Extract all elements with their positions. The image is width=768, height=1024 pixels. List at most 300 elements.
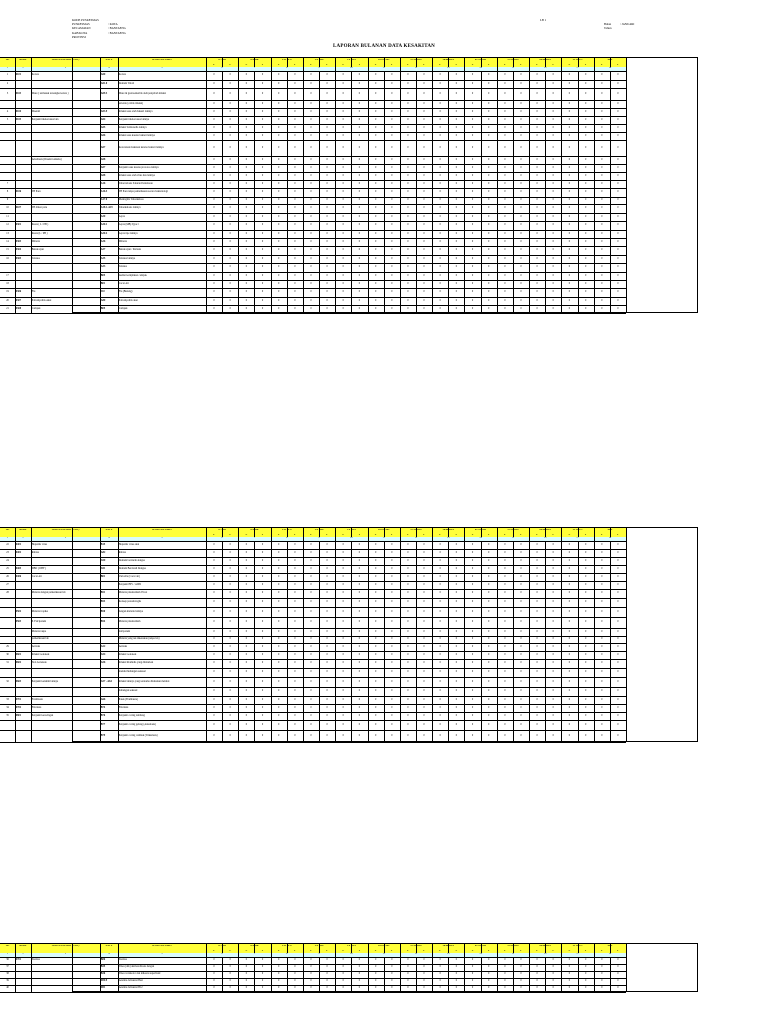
count-cell: 0: [568, 609, 571, 613]
count-cell: 0: [391, 165, 393, 169]
count-cell: 0: [536, 697, 538, 701]
count-cell: 0: [617, 679, 619, 683]
count-cell: 0: [294, 979, 296, 983]
count-cell: 0: [391, 298, 393, 302]
count-cell: 0: [326, 256, 328, 260]
count-cell: 0: [229, 591, 231, 595]
row-icd-code: A08: [100, 157, 106, 161]
count-cell: 0: [536, 256, 538, 260]
count-cell: 0: [213, 157, 215, 161]
count-cell: 0: [342, 582, 344, 586]
count-cell: 0: [536, 198, 538, 202]
count-cell: 0: [374, 582, 377, 586]
row-disease-lb1: Penyakit infeksi usus lain: [31, 117, 59, 121]
count-cell: 0: [278, 722, 280, 726]
count-cell: 0: [552, 133, 554, 137]
count-cell: 0: [294, 223, 296, 227]
count-cell: 0: [504, 542, 506, 546]
row-disease-name: Meningitis Tuberkulosa: [118, 198, 144, 201]
count-cell: 0: [471, 550, 474, 554]
count-cell: 0: [326, 542, 328, 546]
count-cell: 0: [213, 574, 215, 578]
count-cell: 0: [326, 133, 328, 137]
count-cell: 0: [471, 582, 474, 586]
count-cell: 0: [601, 231, 603, 235]
count-cell: 0: [374, 566, 377, 570]
count-cell: 0: [536, 133, 538, 137]
count-cell: 0: [229, 986, 231, 990]
column-divider: [15, 598, 16, 607]
count-cell: 0: [326, 574, 328, 578]
count-cell: 0: [536, 566, 538, 570]
count-cell: 0: [536, 206, 538, 210]
row-icd-code: B36: [100, 972, 106, 975]
count-cell: 0: [229, 256, 231, 260]
count-cell: 0: [536, 689, 538, 693]
count-cell: 0: [310, 609, 312, 613]
count-cell: 0: [294, 965, 296, 969]
count-cell: 0: [455, 697, 458, 701]
count-cell: 0: [294, 550, 296, 554]
count-cell: 0: [294, 582, 296, 586]
count-cell: 0: [536, 145, 538, 149]
count-cell: 0: [278, 81, 280, 85]
count-cell: 0: [358, 979, 361, 983]
female-header: P: [520, 533, 522, 536]
count-cell: 0: [568, 979, 571, 983]
count-cell: 0: [294, 125, 296, 129]
count-cell: 0: [488, 733, 490, 737]
count-cell: 0: [423, 109, 425, 113]
count-cell: 0: [536, 101, 538, 105]
count-cell: 0: [245, 600, 248, 604]
count-cell: 0: [407, 958, 409, 962]
count-cell: 0: [358, 574, 361, 578]
count-cell: 0: [391, 265, 393, 269]
count-cell: 0: [423, 173, 425, 177]
count-cell: 0: [229, 542, 231, 546]
column-divider: [15, 607, 16, 617]
count-cell: 0: [261, 629, 264, 633]
count-cell: 0: [423, 705, 425, 709]
column-divider: [31, 598, 32, 607]
count-cell: 0: [520, 542, 522, 546]
female-header: P: [487, 533, 490, 536]
count-cell: 0: [407, 231, 409, 235]
count-cell: 0: [326, 558, 328, 562]
count-cell: 0: [488, 125, 490, 129]
count-cell: 0: [455, 101, 458, 105]
count-cell: 0: [294, 198, 296, 202]
count-cell: 0: [358, 273, 361, 277]
count-cell: 0: [536, 661, 538, 665]
count-cell: 0: [310, 190, 312, 194]
count-cell: 0: [423, 306, 425, 310]
age-group-header: 20-44 THN: [442, 944, 454, 947]
count-cell: 0: [601, 558, 603, 562]
count-cell: 0: [310, 173, 312, 177]
count-cell: 0: [423, 652, 425, 656]
count-cell: 0: [568, 281, 571, 285]
count-cell: 0: [601, 256, 603, 260]
column-header: JENIS PENYAKIT ( LB1 ): [51, 58, 80, 61]
count-cell: 0: [520, 248, 522, 252]
count-cell: 0: [520, 689, 522, 693]
count-cell: 0: [374, 273, 377, 277]
column-divider: [15, 297, 16, 305]
count-cell: 0: [261, 697, 264, 701]
count-cell: 0: [455, 265, 458, 269]
count-cell: 0: [261, 566, 264, 570]
count-cell: 0: [342, 73, 344, 77]
count-cell: 0: [584, 173, 587, 177]
count-cell: 0: [342, 679, 344, 683]
count-cell: 0: [439, 231, 441, 235]
count-cell: 0: [455, 190, 458, 194]
count-cell: 0: [310, 101, 312, 105]
count-cell: 0: [423, 582, 425, 586]
count-cell: 0: [261, 705, 264, 709]
count-cell: 0: [326, 600, 328, 604]
count-cell: 0: [391, 582, 393, 586]
column-divider: [31, 677, 32, 687]
count-cell: 0: [213, 109, 215, 113]
column-divider: [31, 305, 32, 313]
count-cell: 0: [407, 157, 409, 161]
count-cell: 0: [358, 722, 361, 726]
count-cell: 0: [245, 972, 248, 976]
count-cell: 0: [617, 558, 619, 562]
count-cell: 0: [520, 181, 522, 185]
count-cell: 0: [358, 265, 361, 269]
count-cell: 0: [552, 145, 554, 149]
count-cell: 0: [504, 133, 506, 137]
count-cell: 0: [310, 722, 312, 726]
count-cell: 0: [326, 281, 328, 285]
count-cell: 0: [326, 697, 328, 701]
male-header: L: [213, 949, 215, 952]
count-cell: 0: [552, 713, 554, 717]
count-cell: 0: [278, 600, 280, 604]
count-cell: 0: [488, 958, 490, 962]
count-cell: 0: [245, 620, 248, 624]
count-cell: 0: [568, 125, 571, 129]
count-cell: 0: [471, 566, 474, 570]
count-cell: 0: [471, 117, 474, 121]
count-cell: 0: [552, 582, 554, 586]
count-cell: 0: [310, 145, 312, 149]
count-cell: 0: [358, 157, 361, 161]
count-cell: 0: [261, 145, 264, 149]
count-cell: 0: [407, 574, 409, 578]
count-cell: 0: [278, 558, 280, 562]
form-code: LB 1: [540, 18, 547, 22]
count-cell: 0: [439, 133, 441, 137]
row-disease-lb1: Poliomyelitis Akut: [31, 298, 52, 302]
column-divider: [15, 636, 16, 643]
count-cell: 0: [568, 705, 571, 709]
count-cell: 0: [536, 73, 538, 77]
male-header: L: [310, 949, 312, 952]
male-header: L: [342, 533, 345, 536]
count-cell: 0: [407, 591, 409, 595]
count-cell: 0: [617, 91, 619, 95]
count-cell: 0: [423, 591, 425, 595]
column-number: 8: [286, 537, 288, 540]
count-cell: 0: [261, 652, 264, 656]
count-cell: 0: [391, 290, 393, 294]
row-icd-code: A17.0: [100, 198, 108, 201]
column-divider: [31, 581, 32, 589]
count-cell: 0: [374, 223, 377, 227]
count-cell: 0: [552, 958, 554, 962]
count-cell: 0: [552, 239, 554, 243]
count-cell: 0: [342, 644, 344, 648]
count-cell: 0: [552, 652, 554, 656]
count-cell: 0: [374, 306, 377, 310]
count-cell: 0: [568, 133, 571, 137]
count-cell: 0: [423, 558, 425, 562]
count-cell: 0: [471, 248, 474, 252]
count-cell: 0: [391, 574, 393, 578]
count-cell: 0: [326, 637, 328, 641]
count-cell: 0: [294, 256, 296, 260]
count-cell: 0: [520, 979, 522, 983]
count-cell: 0: [310, 198, 312, 202]
count-cell: 0: [601, 81, 603, 85]
count-cell: 0: [617, 173, 619, 177]
row-icd-code: A18.1-A19: [100, 206, 113, 209]
age-group-header: 1-4 THN: [314, 58, 324, 61]
count-cell: 0: [488, 190, 490, 194]
count-cell: 0: [245, 281, 248, 285]
count-cell: 0: [374, 91, 377, 95]
count-cell: 0: [504, 81, 506, 85]
age-group-header: 60-69 THN: [539, 944, 551, 947]
count-cell: 0: [439, 281, 441, 285]
count-cell: 0: [326, 101, 328, 105]
count-cell: 0: [229, 558, 231, 562]
row-disease-lb1: Flu: [31, 290, 36, 293]
count-cell: 0: [568, 117, 571, 121]
count-cell: 0: [504, 705, 506, 709]
age-group-header: 8-28HR: [250, 528, 259, 531]
count-cell: 0: [391, 600, 393, 604]
count-cell: 0: [407, 566, 409, 570]
count-cell: 0: [310, 273, 312, 277]
column-number: 8: [286, 67, 288, 70]
count-cell: 0: [601, 265, 603, 269]
count-cell: 0: [278, 248, 280, 252]
count-cell: 0: [520, 600, 522, 604]
male-header: L: [245, 533, 248, 536]
count-cell: 0: [213, 722, 215, 726]
count-cell: 0: [278, 117, 280, 121]
count-cell: 0: [455, 109, 458, 113]
count-cell: 0: [520, 109, 522, 113]
count-cell: 0: [213, 133, 215, 137]
count-cell: 0: [439, 582, 441, 586]
count-cell: 0: [261, 256, 264, 260]
count-cell: 0: [439, 256, 441, 260]
female-header: P: [584, 949, 587, 952]
count-cell: 0: [439, 574, 441, 578]
count-cell: 0: [568, 542, 571, 546]
count-cell: 0: [310, 231, 312, 235]
count-cell: 0: [391, 91, 393, 95]
age-group-header: 55-59 THN: [507, 528, 519, 531]
count-cell: 0: [568, 644, 571, 648]
count-cell: 0: [374, 165, 377, 169]
male-header: L: [245, 63, 248, 66]
row-disease-lb1: Frambusia: [31, 697, 43, 701]
count-cell: 0: [213, 91, 215, 95]
count-cell: 0: [439, 81, 441, 85]
count-cell: 0: [617, 73, 619, 77]
count-cell: 0: [342, 697, 344, 701]
count-cell: 0: [407, 165, 409, 169]
count-cell: 0: [617, 652, 619, 656]
count-cell: 0: [552, 206, 554, 210]
count-cell: 0: [552, 223, 554, 227]
count-cell: 0: [391, 644, 393, 648]
count-cell: 0: [617, 972, 619, 976]
count-cell: 0: [278, 157, 280, 161]
count-cell: 0: [617, 306, 619, 310]
count-cell: 0: [568, 81, 571, 85]
count-cell: 0: [213, 733, 215, 737]
count-cell: 0: [568, 697, 571, 701]
count-cell: 0: [455, 173, 458, 177]
row-code: 0601: [15, 652, 21, 656]
male-header: L: [568, 533, 571, 536]
count-cell: 0: [245, 101, 248, 105]
column-header: JENIS PENYAKIT ( LB1 ): [51, 944, 80, 947]
row-number: 18: [6, 281, 9, 285]
count-cell: 0: [294, 972, 296, 976]
count-cell: 0: [439, 73, 441, 77]
count-cell: 0: [617, 705, 619, 709]
count-cell: 0: [552, 609, 554, 613]
count-cell: 0: [213, 566, 215, 570]
row-disease-name: Lepra: [118, 214, 125, 218]
column-number: 15: [511, 67, 515, 70]
column-divider: [15, 971, 16, 978]
count-cell: 0: [552, 566, 554, 570]
count-cell: 0: [245, 290, 248, 294]
count-cell: 0: [245, 165, 248, 169]
count-cell: 0: [488, 629, 490, 633]
count-cell: 0: [261, 679, 264, 683]
count-cell: 0: [455, 620, 458, 624]
age-group-header: 10-14 THN: [378, 528, 390, 531]
count-cell: 0: [439, 190, 441, 194]
count-cell: 0: [471, 91, 474, 95]
female-header: P: [294, 533, 296, 536]
count-cell: 0: [245, 986, 248, 990]
count-cell: 0: [326, 173, 328, 177]
column-divider: [31, 687, 32, 696]
count-cell: 0: [617, 644, 619, 648]
row-disease-name: Demam Berdarah Dengue: [118, 566, 146, 570]
count-cell: 0: [584, 558, 587, 562]
count-cell: 0: [407, 145, 409, 149]
count-cell: 0: [439, 609, 441, 613]
count-cell: 0: [568, 306, 571, 310]
count-cell: 0: [423, 609, 425, 613]
count-cell: 0: [326, 265, 328, 269]
count-cell: 0: [520, 609, 522, 613]
count-cell: 0: [584, 986, 587, 990]
column-header: KODE: [19, 58, 27, 61]
female-header: P: [358, 533, 361, 536]
count-cell: 0: [278, 290, 280, 294]
count-cell: 0: [601, 652, 603, 656]
count-cell: 0: [536, 644, 538, 648]
count-cell: 0: [455, 652, 458, 656]
count-cell: 0: [568, 214, 571, 218]
row-code: 0401: [15, 542, 21, 546]
row-disease-name: Penyakit cacing gelang (Askariasis): [118, 722, 157, 726]
count-cell: 0: [358, 248, 361, 252]
count-cell: 0: [439, 620, 441, 624]
column-divider: [31, 720, 32, 730]
count-cell: 0: [568, 109, 571, 113]
count-cell: 0: [584, 290, 587, 294]
age-group-header: JML: [607, 944, 613, 947]
row-number: 2: [6, 81, 9, 85]
count-cell: 0: [358, 629, 361, 633]
count-cell: 0: [439, 600, 441, 604]
column-divider: [31, 712, 32, 720]
count-cell: 0: [504, 198, 506, 202]
count-cell: 0: [294, 165, 296, 169]
count-cell: 0: [552, 265, 554, 269]
column-divider: [31, 272, 32, 280]
count-cell: 0: [294, 73, 296, 77]
count-cell: 0: [455, 273, 458, 277]
count-cell: 0: [601, 733, 603, 737]
count-cell: 0: [213, 256, 215, 260]
count-cell: 0: [213, 979, 215, 983]
count-cell: 0: [278, 239, 280, 243]
column-divider: [31, 263, 32, 272]
count-cell: 0: [520, 697, 522, 701]
count-cell: 0: [245, 145, 248, 149]
count-cell: 0: [229, 306, 231, 310]
count-cell: 0: [584, 979, 587, 983]
count-cell: 0: [455, 223, 458, 227]
count-cell: 0: [568, 679, 571, 683]
count-cell: 0: [584, 117, 587, 121]
male-header: L: [277, 949, 280, 952]
count-cell: 0: [584, 91, 587, 95]
count-cell: 0: [471, 705, 474, 709]
count-cell: 0: [568, 273, 571, 277]
count-cell: 0: [294, 231, 296, 235]
age-group-header: 8-28HR: [250, 944, 259, 947]
count-cell: 0: [407, 979, 409, 983]
count-cell: 0: [520, 550, 522, 554]
count-cell: 0: [391, 620, 393, 624]
count-cell: 0: [310, 117, 312, 121]
count-cell: 0: [326, 609, 328, 613]
count-cell: 0: [261, 125, 264, 129]
count-cell: 0: [278, 190, 280, 194]
male-header: L: [342, 63, 345, 66]
count-cell: 0: [568, 231, 571, 235]
count-cell: 0: [471, 231, 474, 235]
